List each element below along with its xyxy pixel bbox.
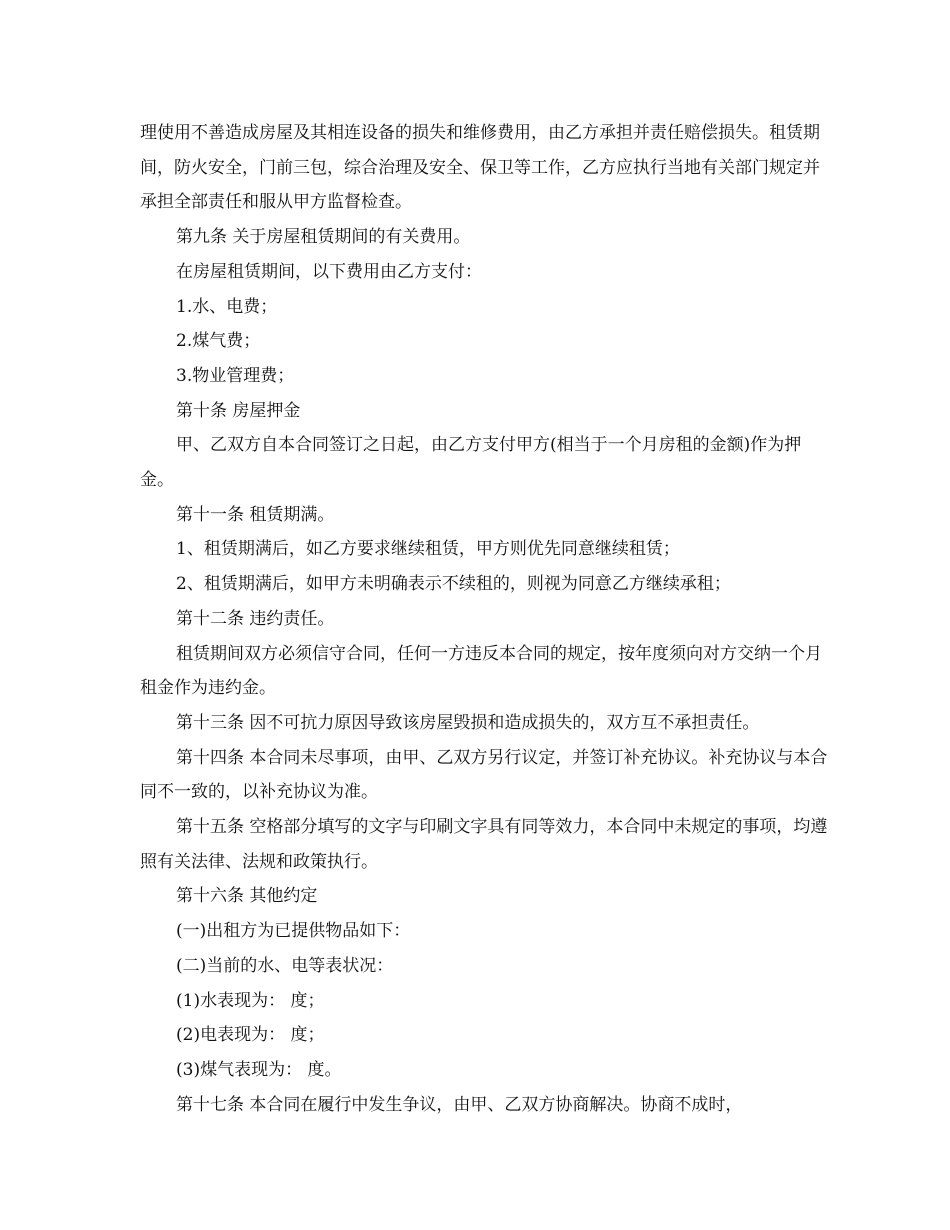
meter-gas: (3)煤气表现为： 度。 (176, 1059, 342, 1080)
document-body (140, 116, 830, 1122)
meter-water: (1)水表现为： 度； (176, 990, 325, 1011)
article-17: 第十七条 本合同在履行中发生争议，由甲、乙双方协商解决。协商不成时， (176, 1094, 743, 1115)
list-item-gas: 2.煤气费； (176, 331, 261, 352)
article-13: 第十三条 因不可抗力原因导致该房屋毁损和造成损失的，双方互不承担责任。 (176, 712, 760, 733)
article-12-heading: 第十二条 违约责任。 (176, 608, 335, 629)
list-item-renewal-priority: 1、租赁期满后，如乙方要求继续租赁，甲方则优先同意继续租赁； (176, 539, 680, 560)
list-item-provided-items: (一)出租方为已提供物品如下： (176, 921, 411, 942)
list-item-property-management: 3.物业管理费； (176, 365, 295, 386)
paragraph-breach-penalty: 租赁期间双方必须信守合同，任何一方违反本合同的规定，按年度须向对方交纳一个月租金作为违约金。 (140, 643, 822, 699)
article-15: 第十五条 空格部分填写的文字与印刷文字具有同等效力，本合同中未规定的事项，均遵照有关法律、法规和政策执行。 (140, 817, 828, 872)
article-16-heading: 第十六条 其他约定 (176, 886, 318, 907)
article-9-heading: 第九条 关于房屋租赁期间的有关费用。 (176, 227, 471, 248)
list-item-water-electricity: 1.水、电费； (176, 296, 278, 317)
article-10-heading: 第十条 房屋押金 (176, 400, 301, 421)
paragraph-fire-safety: 理使用不善造成房屋及其相连设备的损失和维修费用，由乙方承担并责任赔偿损失。租赁期间，防火安全，门前三包，综合治理及安全、保卫等工作，乙方应执行当地有关部门规定并承担全部责任和服从甲方监督检查。 (140, 123, 820, 213)
article-14: 第十四条 本合同未尽事项，由甲、乙双方另行议定，并签订补充协议。补充协议与本合同不一致的，以补充协议为准。 (140, 747, 828, 803)
article-11-heading: 第十一条 租赁期满。 (176, 504, 335, 525)
paragraph-tenant-fees: 在房屋租赁期间，以下费用由乙方支付： (176, 261, 482, 282)
paragraph-deposit: 甲、乙双方自本合同签订之日起，由乙方支付甲方(相当于一个月房租的金额)作为押金。 (140, 435, 802, 491)
list-item-meter-status: (二)当前的水、电等表状况： (176, 955, 394, 976)
meter-electricity: (2)电表现为： 度； (176, 1025, 325, 1046)
list-item-renewal-implied: 2、租赁期满后，如甲方未明确表示不续租的，则视为同意乙方继续承租； (176, 574, 731, 595)
